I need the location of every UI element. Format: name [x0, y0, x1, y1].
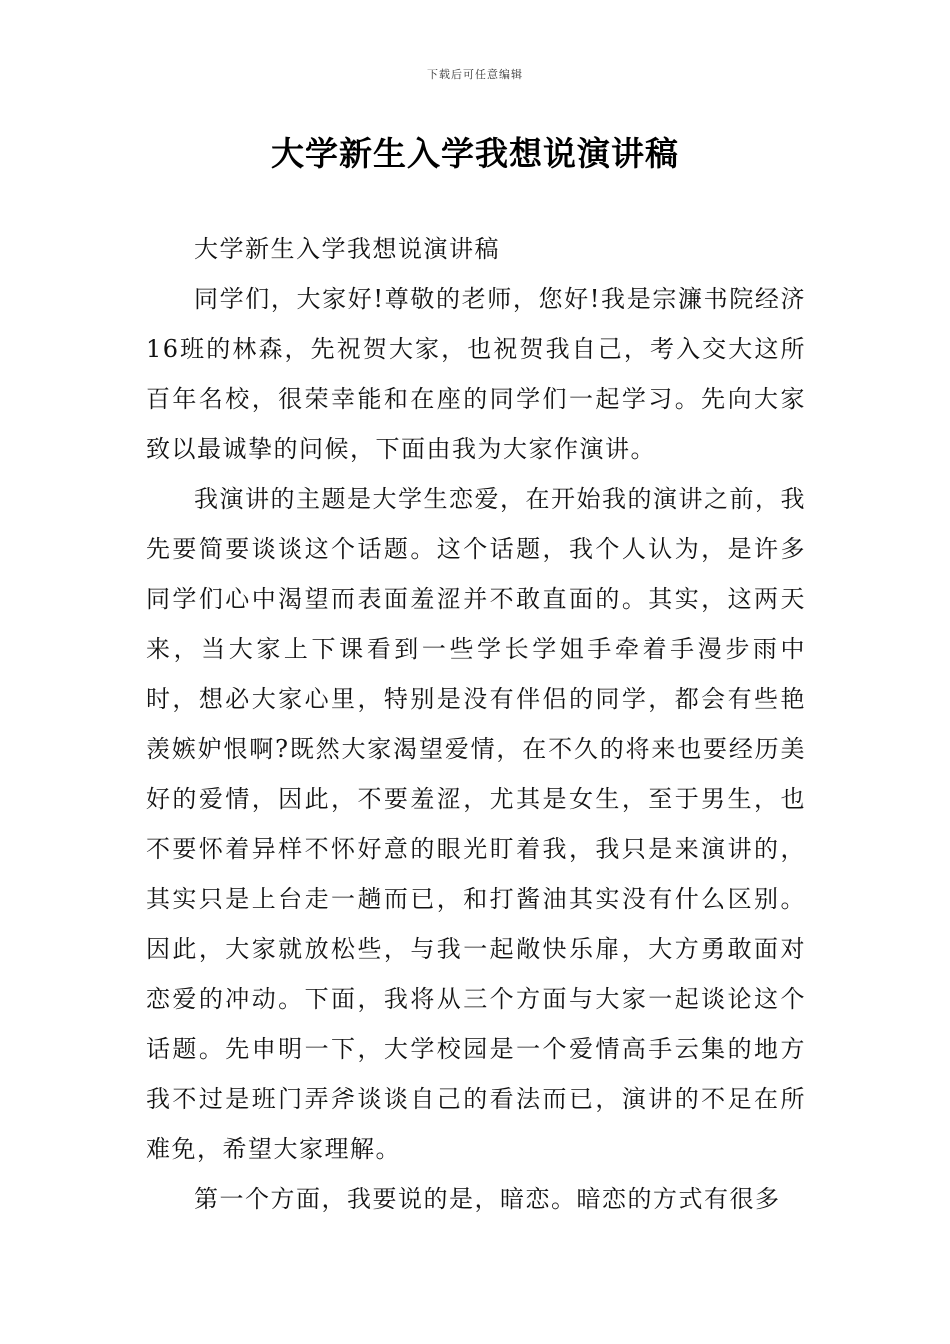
header-note: 下载后可任意编辑: [427, 68, 523, 81]
document-body: [146, 224, 806, 1224]
paragraph-greeting: 同学们，大家好!尊敬的老师，您好!我是宗濂书院经济16班的林森，先祝贺大家，也祝贺我自己，考入交大这所百年名校，很荣幸能和在座的同学们一起学习。先向大家致以最诚挚的问候，下面由我为大家作演讲。: [146, 285, 806, 463]
paragraph-topic: 我演讲的主题是大学生恋爱，在开始我的演讲之前，我先要简要谈谈这个话题。这个话题，我个人认为，是许多同学们心中渴望而表面羞涩并不敢直面的。其实，这两天来，当大家上下课看到一些学长学姐手牵着手漫步雨中时，想必大家心里，特别是没有伴侣的同学，都会有些艳羡嫉妒恨啊?既然大家渴望爱情，在不久的将来也要经历美好的爱情，因此，不要羞涩，尤其是女生，至于男生，也不要怀着异样不怀好意的眼光盯着我，我只是来演讲的，其实只是上台走一趟而已，和打酱油其实没有什么区别。因此，大家就放松些，与我一起敞快乐扉，大方勇敢面对恋爱的冲动。下面，我将从三个方面与大家一起谈论这个话题。先申明一下，大学校园是一个爱情高手云集的地方我不过是班门弄斧谈谈自己的看法而已，演讲的不足在所难免，希望大家理解。: [146, 485, 806, 1163]
paragraph-first-aspect: 第一个方面，我要说的是，暗恋。暗恋的方式有很多: [194, 1185, 781, 1213]
document-title: 大学新生入学我想说演讲稿: [271, 134, 679, 173]
paragraph-subtitle: 大学新生入学我想说演讲稿: [194, 235, 500, 263]
